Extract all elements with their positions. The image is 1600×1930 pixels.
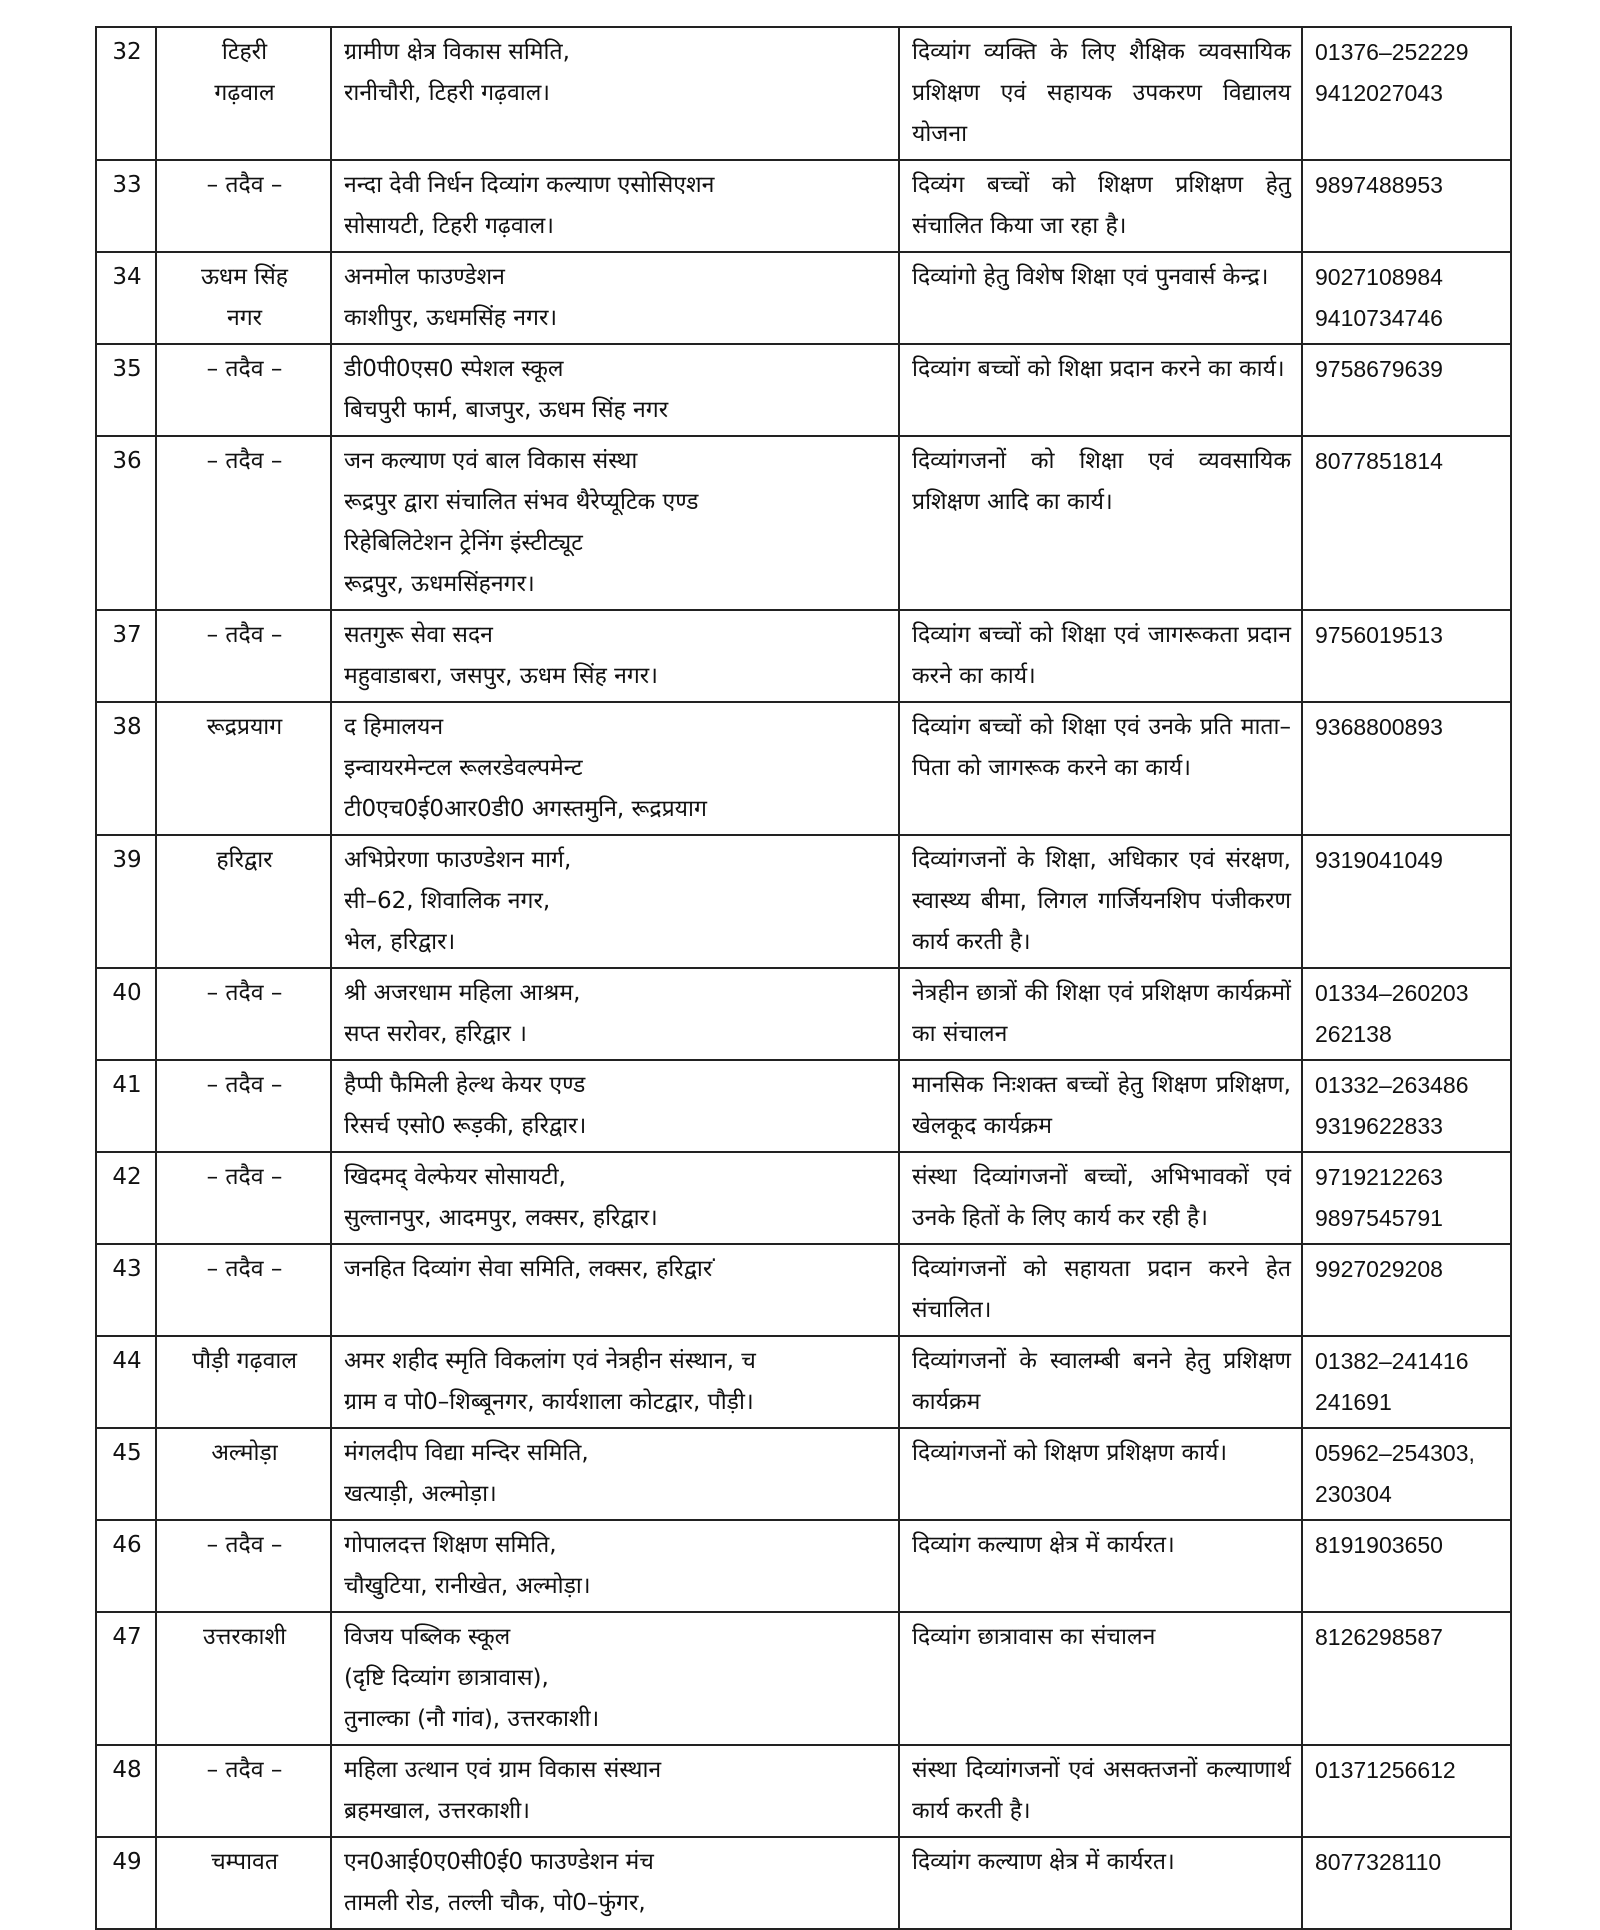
- work-description-cell: दिव्यांगजनों के शिक्षा, अधिकार एवं संरक्षण, स्वास्थ्य बीमा, लिगल गार्जियनशिप पंजीकरण कार्य करती है।: [899, 835, 1302, 968]
- phone-cell: [1302, 1745, 1511, 1837]
- cell-line: ऊधम सिंह: [201, 264, 288, 290]
- cell-line: 9410734746: [1315, 305, 1443, 331]
- phone-cell: [1302, 1336, 1511, 1428]
- cell-line: 9897545791: [1315, 1205, 1443, 1231]
- cell-line: टिहरी: [221, 39, 268, 65]
- cell-line: 9319041049: [1315, 847, 1443, 873]
- work-description-cell: दिव्यंग बच्चों को शिक्षण प्रशिक्षण हेतु संचालित किया जा रहा है।: [899, 160, 1302, 252]
- cell-line: अमर शहीद स्मृति विकलांग एवं नेत्रहीन संस्थान, च: [344, 1348, 756, 1374]
- phone-cell: [1302, 702, 1511, 835]
- cell-line: – तदैव –: [206, 356, 283, 382]
- cell-line: – तदैव –: [206, 1164, 283, 1190]
- cell-line: 9758679639: [1315, 356, 1443, 382]
- cell-line: ग्रामीण क्षेत्र विकास समिति,: [344, 39, 570, 65]
- cell-line: हरिद्वार: [216, 847, 273, 873]
- cell-line: पौड़ी गढ़वाल: [192, 1348, 297, 1374]
- cell-line: 05962–254303,: [1315, 1440, 1475, 1466]
- organization-table: [95, 26, 1512, 1930]
- organization-cell: [331, 1060, 899, 1152]
- district-cell: [156, 344, 331, 436]
- cell-line: खत्याड़ी, अल्मोड़ा।: [344, 1481, 497, 1507]
- cell-line: हैप्पी फैमिली हेल्थ केयर एण्ड: [344, 1072, 586, 1098]
- serial-number-cell: 45: [96, 1428, 156, 1520]
- cell-line: 01332–263486: [1315, 1072, 1469, 1098]
- organization-cell: [331, 160, 899, 252]
- cell-line: 9719212263: [1315, 1164, 1443, 1190]
- serial-number-cell: 37: [96, 610, 156, 702]
- phone-cell: [1302, 835, 1511, 968]
- district-cell: [156, 1745, 331, 1837]
- serial-number-cell: 46: [96, 1520, 156, 1612]
- cell-line: सोसायटी, टिहरी गढ़वाल।: [344, 213, 554, 239]
- cell-line: (दृष्टि दिव्यांग छात्रावास),: [344, 1665, 549, 1691]
- cell-line: एन0आई0ए0सी0ई0 फाउण्डेशन मंच: [344, 1849, 654, 1875]
- table-row: [96, 1520, 1511, 1612]
- cell-line: 262138: [1315, 1021, 1392, 1047]
- phone-cell: [1302, 160, 1511, 252]
- work-description-cell: दिव्यांगो हेतु विशेष शिक्षा एवं पुनवार्स केन्द्र।: [899, 252, 1302, 344]
- cell-line: जन कल्याण एवं बाल विकास संस्था: [344, 448, 638, 474]
- cell-line: खिदमद् वेल्फेयर सोसायटी,: [344, 1164, 566, 1190]
- organization-cell: [331, 1745, 899, 1837]
- district-cell: [156, 436, 331, 610]
- cell-line: अभिप्रेरणा फाउण्डेशन मार्ग,: [344, 847, 572, 873]
- cell-line: 8191903650: [1315, 1532, 1443, 1558]
- cell-line: – तदैव –: [206, 1532, 283, 1558]
- cell-line: उत्तरकाशी: [202, 1624, 287, 1650]
- district-cell: [156, 252, 331, 344]
- organization-cell: [331, 344, 899, 436]
- work-description-cell: दिव्यांग कल्याण क्षेत्र में कार्यरत।: [899, 1837, 1302, 1929]
- cell-line: 9368800893: [1315, 714, 1443, 740]
- cell-line: 01376–252229: [1315, 39, 1469, 65]
- district-cell: [156, 610, 331, 702]
- cell-line: सतगुरू सेवा सदन: [344, 622, 493, 648]
- phone-cell: [1302, 1244, 1511, 1336]
- serial-number-cell: 47: [96, 1612, 156, 1745]
- cell-line: श्री अजरधाम महिला आश्रम,: [344, 980, 581, 1006]
- organization-cell: [331, 27, 899, 160]
- cell-line: – तदैव –: [206, 448, 283, 474]
- serial-number-cell: 35: [96, 344, 156, 436]
- serial-number-cell: 39: [96, 835, 156, 968]
- table-row: [96, 1428, 1511, 1520]
- cell-line: सुल्तानपुर, आदमपुर, लक्सर, हरिद्वार।: [344, 1205, 658, 1231]
- cell-line: – तदैव –: [206, 622, 283, 648]
- cell-line: 01382–241416: [1315, 1348, 1469, 1374]
- cell-line: 9412027043: [1315, 80, 1443, 106]
- organization-cell: [331, 1612, 899, 1745]
- serial-number-cell: 38: [96, 702, 156, 835]
- cell-line: सी–62, शिवालिक नगर,: [344, 888, 551, 914]
- cell-line: – तदैव –: [206, 1072, 283, 1098]
- organization-cell: [331, 436, 899, 610]
- table-row: [96, 610, 1511, 702]
- cell-line: 230304: [1315, 1481, 1392, 1507]
- table-row: [96, 1612, 1511, 1745]
- serial-number-cell: 40: [96, 968, 156, 1060]
- table-row: [96, 160, 1511, 252]
- phone-cell: [1302, 436, 1511, 610]
- phone-cell: [1302, 1060, 1511, 1152]
- cell-line: – तदैव –: [206, 980, 283, 1006]
- cell-line: रूद्रपुर, ऊधमसिंहनगर।: [344, 571, 535, 597]
- work-description-cell: दिव्यांगजनों को सहायता प्रदान करने हेत संचालित।: [899, 1244, 1302, 1336]
- phone-cell: [1302, 1612, 1511, 1745]
- serial-number-cell: 33: [96, 160, 156, 252]
- cell-line: 8077328110: [1315, 1849, 1442, 1875]
- district-cell: [156, 1428, 331, 1520]
- organization-cell: [331, 1244, 899, 1336]
- cell-line: अनमोल फाउण्डेशन: [344, 264, 505, 290]
- work-description-cell: मानसिक निःशक्त बच्चों हेतु शिक्षण प्रशिक्षण, खेलकूद कार्यक्रम: [899, 1060, 1302, 1152]
- cell-line: 9897488953: [1315, 172, 1443, 198]
- serial-number-cell: 34: [96, 252, 156, 344]
- phone-cell: [1302, 344, 1511, 436]
- work-description-cell: दिव्यांगजनों को शिक्षा एवं व्यवसायिक प्रशिक्षण आदि का कार्य।: [899, 436, 1302, 610]
- organization-cell: [331, 1520, 899, 1612]
- table-body: [96, 27, 1511, 1929]
- cell-line: जनहित दिव्यांग सेवा समिति, लक्सर, हरिद्वार ̇: [344, 1256, 720, 1282]
- district-cell: [156, 160, 331, 252]
- cell-line: सप्त सरोवर, हरिद्वार ।: [344, 1021, 527, 1047]
- cell-line: अल्मोड़ा: [211, 1440, 278, 1466]
- cell-line: ग्राम व पो0–शिब्बूनगर, कार्यशाला कोटद्वार, पौड़ी।: [344, 1389, 754, 1415]
- table-row: [96, 436, 1511, 610]
- cell-line: तुनाल्का (नौ गांव), उत्तरकाशी।: [344, 1706, 600, 1732]
- organization-cell: [331, 252, 899, 344]
- cell-line: 9319622833: [1315, 1113, 1443, 1139]
- cell-line: 9927029208: [1315, 1256, 1443, 1282]
- district-cell: [156, 1612, 331, 1745]
- table-row: [96, 1244, 1511, 1336]
- serial-number-cell: 49: [96, 1837, 156, 1929]
- work-description-cell: दिव्यांगजनों को शिक्षण प्रशिक्षण कार्य।: [899, 1428, 1302, 1520]
- cell-line: चौखुटिया, रानीखेत, अल्मोड़ा।: [344, 1573, 591, 1599]
- cell-line: रूद्रप्रयाग: [206, 714, 283, 740]
- serial-number-cell: 32: [96, 27, 156, 160]
- cell-line: डी0पी0एस0 स्पेशल स्कूल: [344, 356, 564, 382]
- cell-line: रिहेबिलिटेशन ट्रेनिंग इंस्टीट्यूट: [344, 530, 583, 556]
- cell-line: रूद्रपुर द्वारा संचालित संभव थैरेप्यूटिक एण्ड: [344, 489, 699, 515]
- table-row: [96, 1060, 1511, 1152]
- district-cell: [156, 1060, 331, 1152]
- cell-line: भेल, हरिद्वार।: [344, 929, 456, 955]
- phone-cell: [1302, 968, 1511, 1060]
- table-row: [96, 1336, 1511, 1428]
- cell-line: 8126298587: [1315, 1624, 1443, 1650]
- cell-line: 9027108984: [1315, 264, 1443, 290]
- cell-line: तामली रोड, तल्ली चौक, पो0–फुंगर,: [344, 1890, 646, 1916]
- work-description-cell: दिव्यांग बच्चों को शिक्षा एवं जागरूकता प्रदान करने का कार्य।: [899, 610, 1302, 702]
- cell-line: महिला उत्थान एवं ग्राम विकास संस्थान: [344, 1757, 662, 1783]
- cell-line: चम्पावत: [211, 1849, 278, 1875]
- district-cell: [156, 1837, 331, 1929]
- work-description-cell: संस्था दिव्यांगजनों बच्चों, अभिभावकों एवं उनके हितों के लिए कार्य कर रही है।: [899, 1152, 1302, 1244]
- district-cell: [156, 1152, 331, 1244]
- organization-cell: [331, 1837, 899, 1929]
- work-description-cell: नेत्रहीन छात्रों की शिक्षा एवं प्रशिक्षण कार्यक्रमों का संचालन: [899, 968, 1302, 1060]
- cell-line: – तदैव –: [206, 1256, 283, 1282]
- cell-line: रिसर्च एसो0 रूड़की, हरिद्वार।: [344, 1113, 587, 1139]
- cell-line: 8077851814: [1315, 448, 1443, 474]
- cell-line: इन्वायरमेन्टल रूलरडेवल्पमेन्ट: [344, 755, 583, 781]
- district-cell: [156, 1244, 331, 1336]
- district-cell: [156, 702, 331, 835]
- cell-line: 241691: [1315, 1389, 1392, 1415]
- cell-line: विजय पब्लिक स्कूल: [344, 1624, 511, 1650]
- cell-line: मंगलदीप विद्या मन्दिर समिति,: [344, 1440, 589, 1466]
- table-row: [96, 1745, 1511, 1837]
- serial-number-cell: 44: [96, 1336, 156, 1428]
- serial-number-cell: 42: [96, 1152, 156, 1244]
- organization-cell: [331, 835, 899, 968]
- cell-line: गढ़वाल: [214, 80, 275, 106]
- phone-cell: [1302, 1837, 1511, 1929]
- table-row: [96, 1152, 1511, 1244]
- cell-line: द हिमालयन: [344, 714, 444, 740]
- organization-cell: [331, 1152, 899, 1244]
- cell-line: 01334–260203: [1315, 980, 1469, 1006]
- district-cell: [156, 27, 331, 160]
- cell-line: बिचपुरी फार्म, बाजपुर, ऊधम सिंह नगर: [344, 397, 669, 423]
- phone-cell: [1302, 1428, 1511, 1520]
- cell-line: नन्दा देवी निर्धन दिव्यांग कल्याण एसोसिएशन: [344, 172, 715, 198]
- work-description-cell: दिव्यांग बच्चों को शिक्षा प्रदान करने का कार्य।: [899, 344, 1302, 436]
- cell-line: टी0एच0ई0आर0डी0 अगस्तमुनि, रूद्रप्रयाग: [344, 796, 707, 822]
- cell-line: 9756019513: [1315, 622, 1443, 648]
- cell-line: महुवाडाबरा, जसपुर, ऊधम सिंह नगर।: [344, 663, 658, 689]
- table-row: [96, 968, 1511, 1060]
- work-description-cell: दिव्यांग छात्रावास का संचालन: [899, 1612, 1302, 1745]
- table-row: [96, 252, 1511, 344]
- organization-cell: [331, 610, 899, 702]
- cell-line: – तदैव –: [206, 172, 283, 198]
- organization-cell: [331, 1428, 899, 1520]
- district-cell: [156, 1520, 331, 1612]
- cell-line: – तदैव –: [206, 1757, 283, 1783]
- serial-number-cell: 43: [96, 1244, 156, 1336]
- serial-number-cell: 41: [96, 1060, 156, 1152]
- phone-cell: [1302, 610, 1511, 702]
- table-row: [96, 27, 1511, 160]
- district-cell: [156, 1336, 331, 1428]
- work-description-cell: दिव्यांग व्यक्ति के लिए शैक्षिक व्यवसायिक प्रशिक्षण एवं सहायक उपकरण विद्यालय योजना: [899, 27, 1302, 160]
- serial-number-cell: 48: [96, 1745, 156, 1837]
- phone-cell: [1302, 1520, 1511, 1612]
- phone-cell: [1302, 27, 1511, 160]
- phone-cell: [1302, 1152, 1511, 1244]
- table-row: [96, 344, 1511, 436]
- table-row: [96, 702, 1511, 835]
- work-description-cell: दिव्यांग कल्याण क्षेत्र में कार्यरत।: [899, 1520, 1302, 1612]
- organization-cell: [331, 968, 899, 1060]
- organization-cell: [331, 1336, 899, 1428]
- district-cell: [156, 968, 331, 1060]
- cell-line: नगर: [226, 305, 263, 331]
- phone-cell: [1302, 252, 1511, 344]
- table-row: [96, 835, 1511, 968]
- work-description-cell: संस्था दिव्यांगजनों एवं असक्तजनों कल्याणार्थ कार्य करती है।: [899, 1745, 1302, 1837]
- district-cell: [156, 835, 331, 968]
- cell-line: ब्रहमखाल, उत्तरकाशी।: [344, 1798, 530, 1824]
- work-description-cell: दिव्यांगजनों के स्वालम्बी बनने हेतु प्रशिक्षण कार्यक्रम: [899, 1336, 1302, 1428]
- work-description-cell: दिव्यांग बच्चों को शिक्षा एवं उनके प्रति माता–पिता को जागरूक करने का कार्य।: [899, 702, 1302, 835]
- serial-number-cell: 36: [96, 436, 156, 610]
- organization-cell: [331, 702, 899, 835]
- cell-line: काशीपुर, ऊधमसिंह नगर।: [344, 305, 558, 331]
- cell-line: गोपालदत्त शिक्षण समिति,: [344, 1532, 557, 1558]
- cell-line: रानीचौरी, टिहरी गढ़वाल।: [344, 80, 551, 106]
- table-row: [96, 1837, 1511, 1929]
- cell-line: 01371256612: [1315, 1757, 1456, 1783]
